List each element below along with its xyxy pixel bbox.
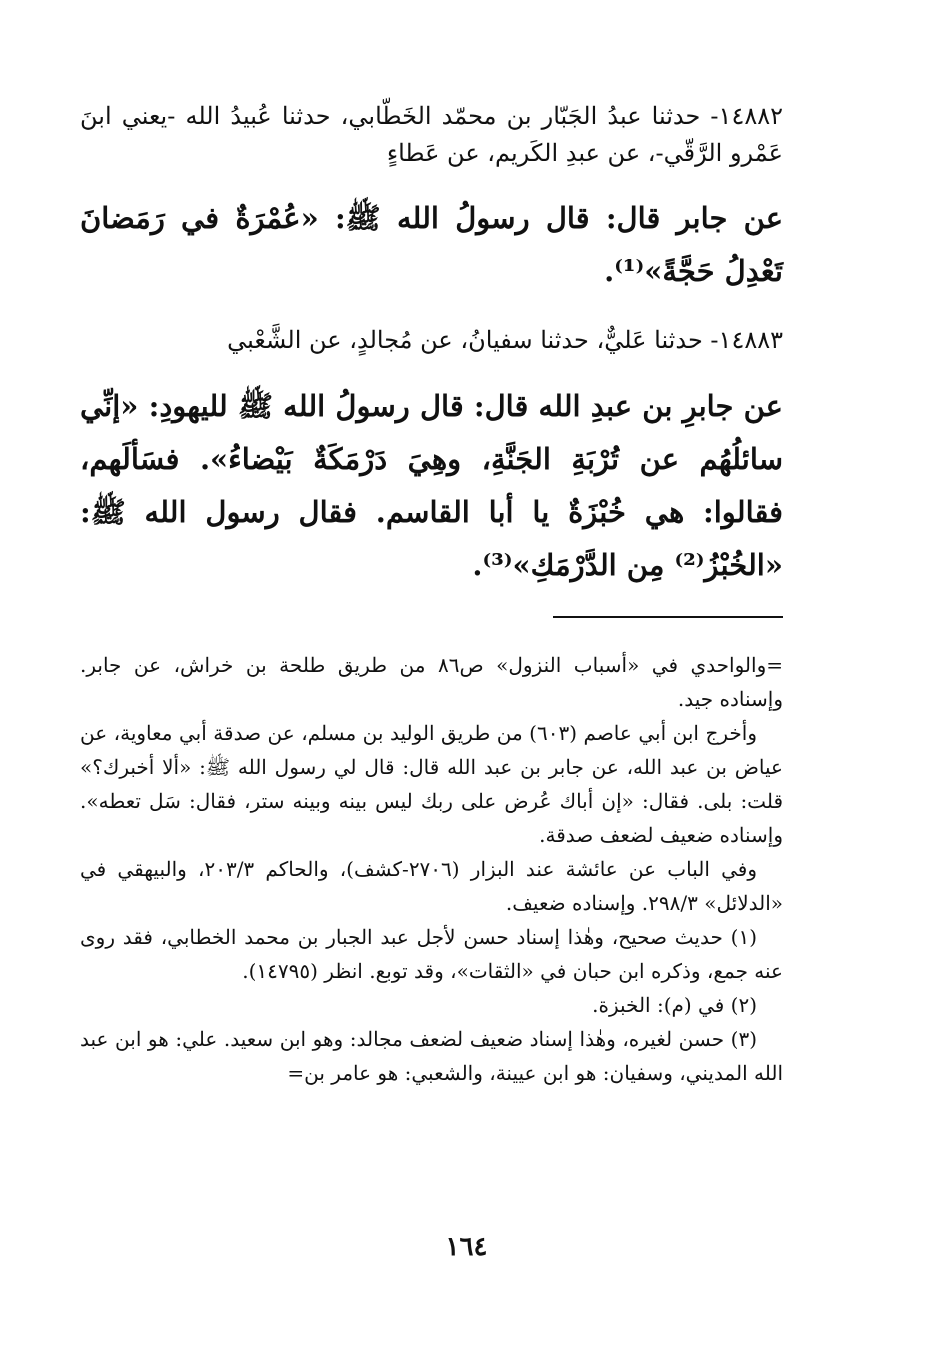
footnote-separator <box>553 616 783 618</box>
footnote-2: (٢) في (م): الخبزة. <box>592 993 757 1017</box>
page-number: ١٦٤ <box>445 1232 488 1262</box>
footnotes <box>80 648 783 1090</box>
hadith-14882-matn: عن جابر قال: قال رسولُ الله ﷺ: «عُمْرَةٌ في رَمَضانَ تَعْدِلُ حَجَّةً»⁽¹⁾. <box>80 201 783 288</box>
footnote-paragraph: وفي الباب عن عائشة عند البزار (٢٧٠٦-كشف)، والحاكم ٢٠٣/٣، والبيهقي في «الدلائل» ٢٩٨/٣. وإسناده ضعيف. <box>80 857 783 915</box>
footnote-1: (١) حديث صحيح، وهٰذا إسناد حسن لأجل عبد الجبار بن محمد الخطابي، فقد روى عنه جمع، وذكره ابن حبان في «الثقات»، وقد توبع. انظر (١٤٧٩٥). <box>80 925 783 983</box>
footnote-paragraph: وأخرج ابن أبي عاصم (٦٠٣) من طريق الوليد بن مسلم، عن صدقة أبي معاوية، عن عياض بن عبد الله، عن جابر بن عبد الله قال: قال لي رسول الله ﷺ: «ألا أخبرك؟» قلت: بلى. فقال: «إن أباك عُرض على ربك ليس بينه وبينه ستر، فقال: سَل تعطه». وإسناده ضعيف لضعف صدقة. <box>80 721 783 847</box>
hadith-14883-isnad: ١٤٨٨٣- حدثنا عَليٌّ، حدثنا سفيانُ، عن مُجالدٍ، عن الشَّعْبي <box>227 326 783 354</box>
footnote-continuation: =والواحدي في «أسباب النزول» ص٨٦ من طريق طلحة بن خراش، عن جابر. وإسناده جيد. <box>80 653 783 711</box>
hadith-14882-isnad: ١٤٨٨٢- حدثنا عبدُ الجَبّار بن محمّد الخَطّابي، حدثنا عُبيدُ الله -يعني ابنَ عَمْرو الرَّقّي-، عن عبدِ الكَريم، عن عَطاءٍ <box>80 102 783 167</box>
footnote-3: (٣) حسن لغيره، وهٰذا إسناد ضعيف لضعف مجالد: وهو ابن سعيد. علي: هو ابن عبد الله المديني، وسفيان: هو ابن عيينة، والشعبي: هو عامر بن= <box>80 1027 783 1085</box>
hadith-14883-matn: عن جابرِ بن عبدِ الله قال: قال رسولُ الله ﷺ لليهودِ: «إنِّي سائلُهُم عن تُرْبَةِ الجَنَّةِ، وهِيَ دَرْمَكَةٌ بَيْضاءُ». فسَألَهم، فقالوا: هي خُبْزَةٌ يا أبا القاسم. فقال رسول الله ﷺ: «الخُبْزُ⁽²⁾ مِن الدَّرْمَكِ»⁽³⁾. <box>80 389 783 582</box>
